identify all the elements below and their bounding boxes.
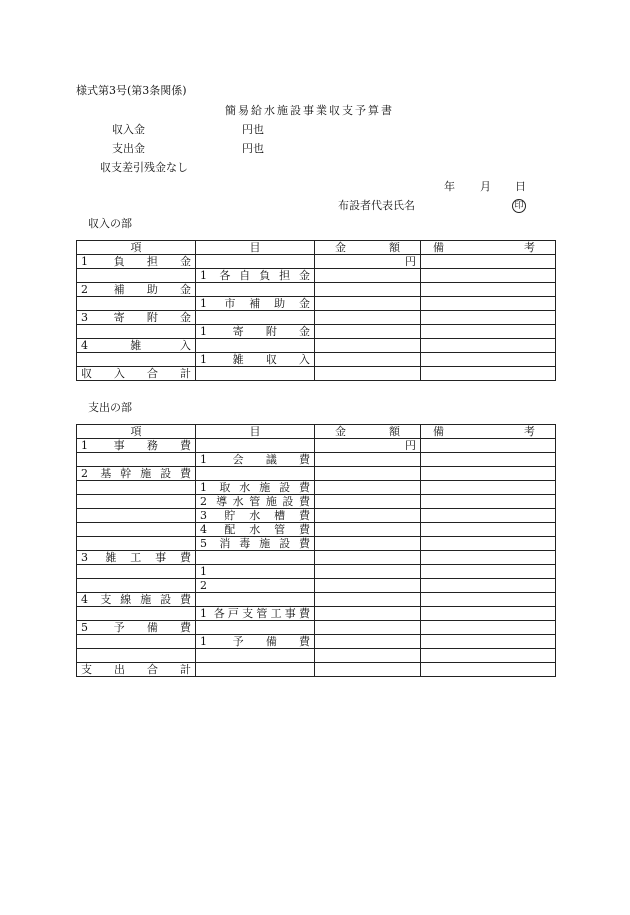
expense-item-cell xyxy=(77,523,196,537)
expense-row xyxy=(77,663,556,677)
expense-amount-cell xyxy=(315,579,421,593)
date-year-label: 年 xyxy=(444,180,455,193)
expense-row xyxy=(77,453,556,467)
expense-sub-cell: 3 貯水槽費 xyxy=(196,509,315,523)
seal-mark: 印 xyxy=(512,199,526,213)
income-sub-cell xyxy=(196,311,315,325)
income-header-remarks: 備 考 xyxy=(433,241,535,254)
income-row xyxy=(77,325,556,339)
income-row xyxy=(77,283,556,297)
expense-header-item: 項 xyxy=(130,425,142,438)
expense-row xyxy=(77,565,556,579)
expense-remarks-cell xyxy=(421,439,556,453)
income-header-amount: 金 額 xyxy=(335,241,400,254)
expense-remarks-cell xyxy=(421,649,556,663)
income-item-cell: 2 補助金 xyxy=(77,283,196,297)
expense-remarks-cell xyxy=(421,663,556,677)
expense-remarks-cell xyxy=(421,635,556,649)
expense-amount-cell xyxy=(315,551,421,565)
expense-amount-cell xyxy=(315,509,421,523)
income-remarks-cell xyxy=(421,283,556,297)
income-amount-cell: 円 xyxy=(315,255,421,269)
expense-sub-cell xyxy=(196,621,315,635)
expense-remarks-cell xyxy=(421,621,556,635)
expense-item-cell xyxy=(77,453,196,467)
expense-remarks-cell xyxy=(421,537,556,551)
expense-row xyxy=(77,523,556,537)
expense-sub-cell: 1 予備費 xyxy=(196,635,315,649)
income-amount-cell xyxy=(315,311,421,325)
expense-remarks-cell xyxy=(421,453,556,467)
income-header-item: 項 xyxy=(130,241,142,254)
expense-summary-unit: 円也 xyxy=(242,142,264,155)
expense-header-item-cell xyxy=(77,425,196,439)
income-summary-unit: 円也 xyxy=(242,123,264,136)
expense-header-sub-cell xyxy=(196,425,315,439)
income-row xyxy=(77,297,556,311)
expense-header-sub: 目 xyxy=(249,425,261,438)
expense-remarks-cell xyxy=(421,565,556,579)
date-month-label: 月 xyxy=(480,180,491,193)
expense-amount-cell xyxy=(315,593,421,607)
expense-amount-cell xyxy=(315,635,421,649)
income-item-cell xyxy=(77,269,196,283)
expense-sub-cell xyxy=(196,439,315,453)
expense-row xyxy=(77,495,556,509)
expense-section-label: 支出の部 xyxy=(88,401,132,414)
income-sub-cell xyxy=(196,367,315,381)
income-sub-cell: 1 各自負担金 xyxy=(196,269,315,283)
expense-row xyxy=(77,607,556,621)
income-item-cell: 3 寄附金 xyxy=(77,311,196,325)
income-row xyxy=(77,269,556,283)
expense-item-cell xyxy=(77,635,196,649)
expense-table xyxy=(76,424,556,677)
income-remarks-cell xyxy=(421,269,556,283)
expense-row xyxy=(77,551,556,565)
expense-sub-cell: 1 取水施設費 xyxy=(196,481,315,495)
expense-item-cell xyxy=(77,565,196,579)
income-remarks-cell xyxy=(421,311,556,325)
expense-sub-cell xyxy=(196,467,315,481)
income-item-cell xyxy=(77,297,196,311)
expense-row xyxy=(77,649,556,663)
expense-item-cell xyxy=(77,607,196,621)
income-header-remarks-cell xyxy=(421,241,556,255)
expense-rows xyxy=(77,439,556,677)
expense-header-remarks: 備 考 xyxy=(433,425,535,438)
income-header-row xyxy=(77,241,556,255)
income-item-cell: 4 雑入 xyxy=(77,339,196,353)
income-row xyxy=(77,255,556,269)
expense-item-cell xyxy=(77,579,196,593)
expense-header-amount-cell xyxy=(315,425,421,439)
expense-amount-cell xyxy=(315,523,421,537)
expense-amount-cell xyxy=(315,649,421,663)
expense-item-cell: 4 支線施設費 xyxy=(77,593,196,607)
income-amount-cell xyxy=(315,283,421,297)
expense-item-cell: 5 予備費 xyxy=(77,621,196,635)
expense-sub-cell: 5 消毒施設費 xyxy=(196,537,315,551)
income-row xyxy=(77,339,556,353)
expense-amount-cell xyxy=(315,481,421,495)
expense-amount-cell xyxy=(315,565,421,579)
income-remarks-cell xyxy=(421,325,556,339)
expense-header-amount: 金 額 xyxy=(335,425,400,438)
income-row xyxy=(77,367,556,381)
income-remarks-cell xyxy=(421,353,556,367)
expense-amount-cell xyxy=(315,537,421,551)
expense-item-cell: 支出合計 xyxy=(77,663,196,677)
expense-amount-cell xyxy=(315,607,421,621)
income-sub-cell: 1 市補助金 xyxy=(196,297,315,311)
signer-label: 布設者代表氏名 xyxy=(338,199,415,212)
expense-sub-cell xyxy=(196,593,315,607)
income-sub-cell: 1 雑収入 xyxy=(196,353,315,367)
expense-amount-cell xyxy=(315,663,421,677)
expense-item-cell xyxy=(77,509,196,523)
income-sub-cell: 1 寄附金 xyxy=(196,325,315,339)
expense-remarks-cell xyxy=(421,467,556,481)
expense-remarks-cell xyxy=(421,509,556,523)
income-header-item-cell xyxy=(77,241,196,255)
income-sub-cell xyxy=(196,283,315,297)
expense-item-cell xyxy=(77,649,196,663)
expense-row xyxy=(77,537,556,551)
income-remarks-cell xyxy=(421,255,556,269)
income-remarks-cell xyxy=(421,339,556,353)
income-item-cell xyxy=(77,353,196,367)
income-amount-cell xyxy=(315,339,421,353)
income-remarks-cell xyxy=(421,367,556,381)
income-item-cell: 収入合計 xyxy=(77,367,196,381)
expense-remarks-cell xyxy=(421,481,556,495)
expense-row xyxy=(77,579,556,593)
expense-sub-cell: 2 xyxy=(196,579,315,593)
income-amount-cell xyxy=(315,367,421,381)
expense-item-cell xyxy=(77,537,196,551)
expense-sub-cell xyxy=(196,649,315,663)
expense-sub-cell: 1 会議費 xyxy=(196,453,315,467)
expense-row xyxy=(77,467,556,481)
expense-row xyxy=(77,509,556,523)
income-amount-cell xyxy=(315,353,421,367)
expense-sub-cell: 1 xyxy=(196,565,315,579)
income-row xyxy=(77,353,556,367)
expense-remarks-cell xyxy=(421,607,556,621)
expense-row xyxy=(77,481,556,495)
income-remarks-cell xyxy=(421,297,556,311)
income-row xyxy=(77,311,556,325)
expense-sub-cell xyxy=(196,551,315,565)
expense-remarks-cell xyxy=(421,495,556,509)
expense-remarks-cell xyxy=(421,593,556,607)
income-item-cell: 1 負担金 xyxy=(77,255,196,269)
income-sub-cell xyxy=(196,339,315,353)
expense-item-cell xyxy=(77,481,196,495)
expense-remarks-cell xyxy=(421,579,556,593)
income-section-label: 収入の部 xyxy=(88,217,132,230)
balance-note: 収支差引残金なし xyxy=(100,161,188,174)
expense-amount-cell xyxy=(315,453,421,467)
expense-row xyxy=(77,635,556,649)
expense-summary-label: 支出金 xyxy=(112,142,145,155)
expense-row xyxy=(77,621,556,635)
expense-amount-cell xyxy=(315,467,421,481)
expense-sub-cell xyxy=(196,663,315,677)
expense-item-cell: 3 雑工事費 xyxy=(77,551,196,565)
income-amount-cell xyxy=(315,325,421,339)
income-header-sub-cell xyxy=(196,241,315,255)
expense-header-row xyxy=(77,425,556,439)
form-number: 様式第3号(第3条関係) xyxy=(76,84,187,97)
income-item-cell xyxy=(77,325,196,339)
expense-item-cell: 1 事務費 xyxy=(77,439,196,453)
expense-item-cell xyxy=(77,495,196,509)
income-header-sub: 目 xyxy=(249,241,261,254)
document-title: 簡易給水施設事業収支予算書 xyxy=(225,104,394,117)
expense-remarks-cell xyxy=(421,523,556,537)
date-day-label: 日 xyxy=(515,180,526,193)
income-table xyxy=(76,240,556,381)
income-rows xyxy=(77,255,556,381)
expense-amount-cell: 円 xyxy=(315,439,421,453)
expense-remarks-cell xyxy=(421,551,556,565)
income-summary-label: 収入金 xyxy=(112,123,145,136)
expense-amount-cell xyxy=(315,621,421,635)
expense-sub-cell: 1 各戸支管工事費 xyxy=(196,607,315,621)
expense-sub-cell: 2 導水管施設費 xyxy=(196,495,315,509)
expense-header-remarks-cell xyxy=(421,425,556,439)
income-amount-cell xyxy=(315,269,421,283)
expense-row xyxy=(77,439,556,453)
income-header-amount-cell xyxy=(315,241,421,255)
income-amount-cell xyxy=(315,297,421,311)
income-sub-cell xyxy=(196,255,315,269)
expense-item-cell: 2 基幹施設費 xyxy=(77,467,196,481)
expense-row xyxy=(77,593,556,607)
expense-sub-cell: 4 配水管費 xyxy=(196,523,315,537)
expense-amount-cell xyxy=(315,495,421,509)
